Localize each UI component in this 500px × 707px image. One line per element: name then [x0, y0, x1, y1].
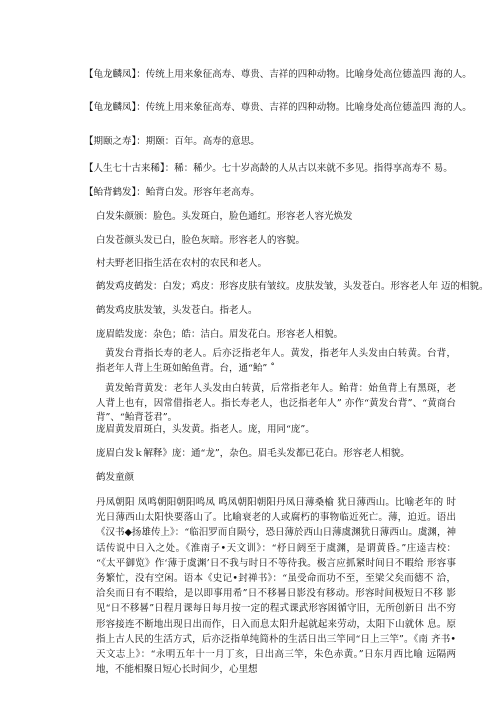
idiom-entry: 黄发台背指长寿的老人。后亦泛指老年人。黄发，指老年人头发由白转黄。台背， 指老年人背上生斑如鲐鱼背。台，通“鲐” ˚ — [96, 348, 456, 374]
idiom-entry: 鹤发鸡皮鹤发：白发；鸡皮：形容皮肤有皱纹。皮肤发皱，头发苍白。形容老人年 迈的相貌。 — [96, 281, 489, 292]
idiom-entry: 庞眉黄发眉斑白，头发黄。指老人。庞，用同“庞”。 — [96, 424, 315, 435]
idiom-entry: 庞眉皓发庞：杂色；皓：洁白。眉发花白。形容老人相貌。 — [96, 329, 344, 340]
idiom-entry: 【鲐背鹤发】：鲐背白发。形容年老高寿。 — [84, 187, 260, 198]
idiom-entry: 【龟龙麟凤】：传统上用来象征高寿、尊贵、吉祥的四种动物。比喻身处高位德盖四 海的人。 — [84, 69, 472, 80]
idiom-entry: 【龟龙麟凤】：传统上用来象征高寿、尊贵、吉祥的四种动物。比喻身处高位德盖四 海的人。 — [84, 102, 472, 113]
idiom-entry: 庞眉白发ｋ解释》庞：通“龙”，杂色。眉毛头发都已花白。形容老人相貌。 — [96, 448, 410, 459]
idiom-entry: 鹤发鸡皮肤发皱，头发苍白。指老人。 — [96, 305, 258, 316]
section-heading: 鹤发童颜 — [96, 472, 135, 483]
idiom-entry: 白发苍颜头发已白，脸色灰暗。形容老人的容貌。 — [96, 235, 306, 246]
idiom-entry: 白发朱颜颁：脸色。头发斑白，脸色通红。形容老人容光焕发 — [96, 211, 353, 222]
idiom-entry: 【期颐之寿】：期颐：百年。高寿的意思。 — [84, 136, 260, 147]
idiom-paragraph: 丹凤朝阳 凤鸣朝阳朝阳鸣凤 鸣凤朝阳朝阳丹凤日薄桑榆 犹日薄西山。比喻老年的 时光日薄西山太阳快要落山了。比喻衰老的人或腐朽的事物临近死亡。薄，迫近。语出 《汉书◆扬雄传上》：“临汨罗而自陨兮，恐日薄於西山日薄虞渊犹日薄西山。虞渊，神话传说中日入之处。《淮南子•天文训》：“杼日阏至于虞渊，是谓黄昏。”庄逵吉校： “《太平御览》作‘薄于虞渊’日不我与时日不等待我。极言应抓紧时间日不暇给 形容事务繁忙，没有空闲。语本《史记•封禅书》：“虽受命而功不至，至梁父矣而德不 洽，洽矣而日有不暇给，是以即事用希”日不移晷日影没有移动。形容时间极短日不移 影见“日不移晷”日程月课每日每月按一定的程式课武形容困循守旧，无所创新日 出不穷形容接连不断地出现日出而作，日入而息太阳升起就起来劳动，太阳下山就休 息。原指上古人民的生活方式，后亦泛指单纯简朴的生活日出三竿同“日上三竿”。《南 齐书•天文志上》：“永明五年十一月丁亥，日出高三竿，朱色赤黄。”日东月西比喻 远隔两地，不能相聚日短心长时间少，心里想 — [96, 497, 456, 676]
idiom-entry: 黄发鲐背黄发：老年人头发由白转黄，后常指老年人。鲐背：始鱼背上有黑斑，老 人背上也有，因常借指老人。指长寿老人，也泛指老年人” 亦作“黄发台背”、“黄商台 背”、“鲐背苍君”。 — [96, 383, 456, 423]
idiom-entry: 村夫野老旧指生活在农村的农民和老人。 — [96, 258, 268, 269]
idiom-entry: 【人生七十古来稀】：稀：稀少。七十岁高龄的人从古以来就不多见。指得享高寿不 易。 — [84, 163, 453, 174]
